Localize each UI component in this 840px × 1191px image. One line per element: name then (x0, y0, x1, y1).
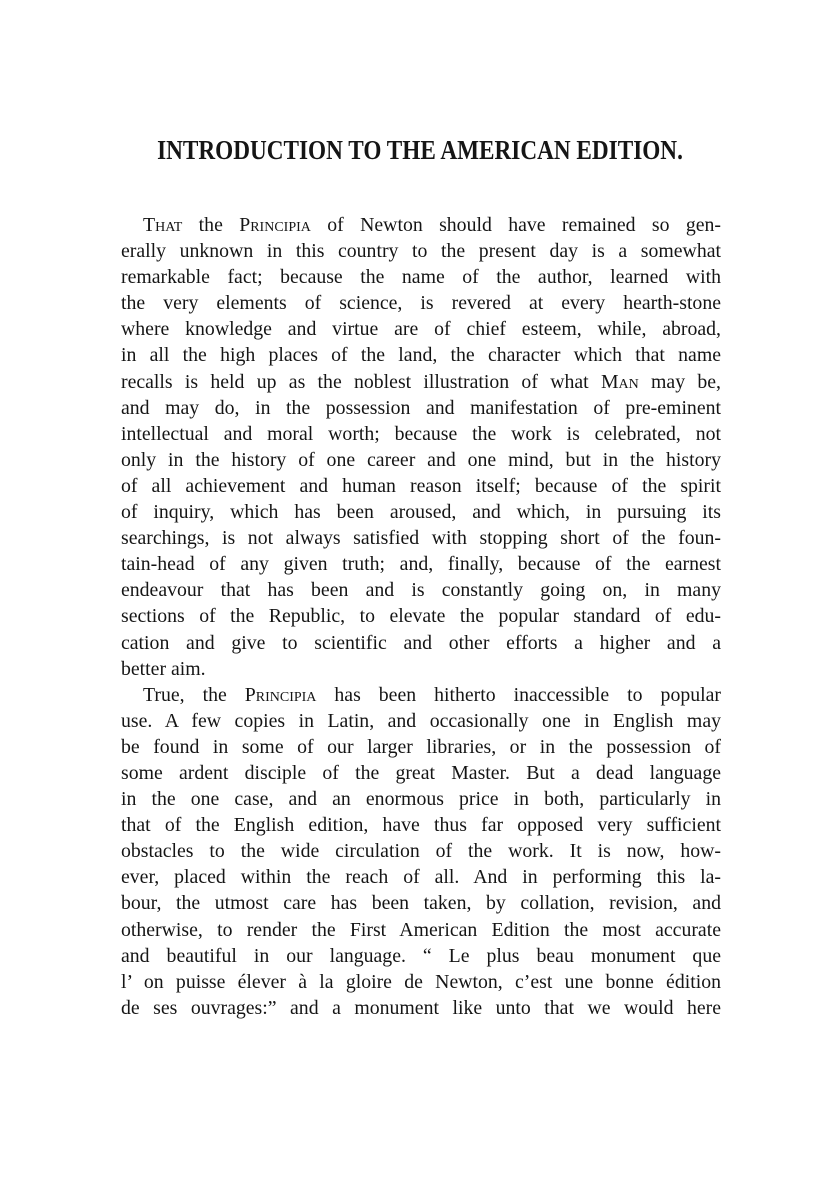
text-segment: of Newton should have remained so gen- (310, 214, 721, 236)
text-segment: obstacles to the wide circulation of the work. It is now, how- (121, 840, 721, 863)
text-segment: True, the (143, 683, 245, 706)
text-line (121, 342, 721, 368)
text-line (121, 812, 721, 838)
text-segment: and may do, in the possession and manifestation of pre-eminent (121, 396, 721, 419)
text-line (121, 369, 721, 395)
body-text (121, 212, 721, 1021)
text-segment: otherwise, to render the First American Edition the most accurate (121, 918, 721, 941)
text-line (121, 917, 721, 943)
text-segment: some ardent disciple of the great Master. But a dead language (121, 761, 721, 784)
text-segment: recalls is held up as the noblest illustration of what (121, 370, 601, 393)
text-line (121, 421, 721, 447)
text-segment: that of the English edition, have thus far opposed very sufficient (121, 814, 721, 837)
text-segment: endeavour that has been and is constantly going on, in many (121, 579, 721, 602)
text-line (121, 395, 721, 421)
text-segment: be found in some of our larger libraries, or in the possession of (121, 735, 721, 758)
small-caps-text: Man (600, 370, 639, 393)
small-caps-text: Principia (244, 683, 317, 706)
text-segment: sections of the Republic, to elevate the popular standard of edu- (121, 605, 721, 628)
text-line (121, 577, 721, 603)
text-segment: l’ on puisse élever à la gloire de Newton, c’est une bonne édition (121, 970, 721, 993)
text-line (121, 447, 721, 473)
text-segment: in all the high places of the land, the character which that name (121, 344, 721, 367)
text-segment: bour, the utmost care has been taken, by collation, revision, and (121, 892, 721, 915)
text-segment: better aim. (121, 657, 206, 680)
text-segment: ever, placed within the reach of all. And in performing this la- (121, 866, 721, 889)
paragraph (121, 682, 721, 1021)
text-line (121, 864, 721, 890)
text-line (121, 212, 721, 238)
text-segment: in the one case, and an enormous price in both, particularly in (121, 788, 721, 811)
text-line (121, 943, 721, 969)
text-line (121, 682, 721, 708)
paragraph (121, 212, 721, 682)
small-caps-text: That (143, 214, 183, 236)
text-line (121, 499, 721, 525)
text-segment: of inquiry, which has been aroused, and which, in pursuing its (121, 501, 721, 524)
small-caps-text: Principia (239, 214, 311, 236)
text-line (121, 995, 721, 1021)
text-line (121, 708, 721, 734)
text-segment: use. A few copies in Latin, and occasionally one in English may (121, 709, 721, 732)
text-line (121, 238, 721, 264)
text-segment: the (182, 214, 240, 236)
text-segment: erally unknown in this country to the present day is a somewhat (121, 240, 721, 263)
text-line (121, 290, 721, 316)
text-segment: intellectual and moral worth; because the work is celebrated, not (121, 422, 721, 445)
text-segment: de ses ouvrages:” and a monument like unto that we would here (121, 996, 721, 1019)
text-segment: remarkable fact; because the name of the author, learned with (121, 266, 721, 289)
text-segment: searchings, is not always satisfied with stopping short of the foun- (121, 527, 721, 550)
text-line (121, 603, 721, 629)
text-segment: and beautiful in our language. “ Le plus beau monument que (121, 944, 721, 967)
text-line (121, 551, 721, 577)
text-line (121, 630, 721, 656)
text-line (121, 264, 721, 290)
text-segment: the very elements of science, is revered at every hearth-stone (121, 292, 721, 315)
text-segment: cation and give to scientific and other efforts a higher and a (121, 631, 721, 654)
text-line (121, 525, 721, 551)
text-line (121, 786, 721, 812)
text-line (121, 890, 721, 916)
text-segment: of all achievement and human reason itself; because of the spirit (121, 474, 721, 497)
text-line (121, 316, 721, 342)
text-line (121, 760, 721, 786)
text-line (121, 473, 721, 499)
page-title: INTRODUCTION TO THE AMERICAN EDITION. (157, 135, 683, 165)
text-segment: where knowledge and virtue are of chief esteem, while, abroad, (121, 318, 721, 341)
text-segment: tain-head of any given truth; and, finally, because of the earnest (121, 553, 721, 576)
text-segment: has been hitherto inaccessible to popular (316, 683, 721, 706)
text-line (121, 969, 721, 995)
text-segment: only in the history of one career and one mind, but in the history (121, 448, 721, 471)
text-line (121, 734, 721, 760)
text-line (121, 838, 721, 864)
text-segment: may be, (638, 370, 721, 393)
text-line (121, 656, 721, 682)
